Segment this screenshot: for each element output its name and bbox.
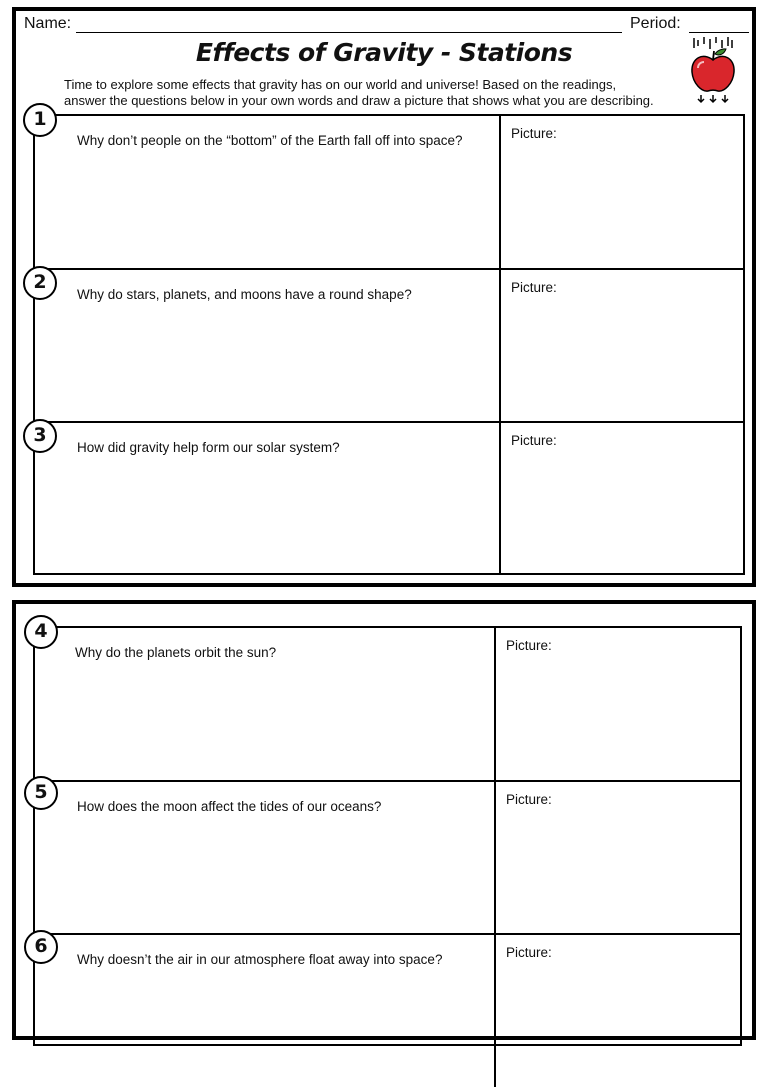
page-title: Effects of Gravity - Stations [195,38,573,67]
picture-label: Picture: [511,126,557,141]
question-number-badge: 2 [23,266,57,300]
questions-table-1 [33,114,745,575]
worksheet-page-bottom [12,600,756,1040]
picture-label: Picture: [506,945,552,960]
instructions-line-1: Time to explore some effects that gravity has on our world and universe! Based on the readings, [64,77,617,92]
question-row [35,116,743,270]
name-field[interactable] [76,32,622,33]
answer-area[interactable] [35,935,496,1087]
question-number-badge: 3 [23,419,57,453]
question-text: Why doesn’t the air in our atmosphere float away into space? [77,952,443,967]
instructions-line-2: answer the questions below in your own words and draw a picture that shows what you are describing. [64,93,654,108]
answer-area[interactable] [35,423,501,575]
period-label: Period: [630,15,681,32]
period-field[interactable] [689,32,749,33]
question-number-badge: 6 [24,930,58,964]
question-text: Why do stars, planets, and moons have a round shape? [77,287,412,302]
picture-label: Picture: [506,638,552,653]
questions-table-2 [33,626,742,1046]
question-number-badge: 1 [23,103,57,137]
question-number-badge: 5 [24,776,58,810]
question-row [35,421,743,575]
question-row [35,933,740,1087]
picture-label: Picture: [511,280,557,295]
worksheet-page-top [12,7,756,587]
answer-area[interactable] [35,628,496,782]
name-period-header [24,15,742,37]
picture-label: Picture: [506,792,552,807]
question-text: How did gravity help form our solar system? [77,440,340,455]
picture-label: Picture: [511,433,557,448]
answer-area[interactable] [35,116,501,270]
question-text: How does the moon affect the tides of our oceans? [77,799,382,814]
instructions [64,77,704,109]
question-text: Why don’t people on the “bottom” of the Earth fall off into space? [77,133,463,148]
answer-area[interactable] [35,270,501,423]
falling-apple-icon [686,34,740,104]
question-number-badge: 4 [24,615,58,649]
question-row [35,268,743,423]
name-label: Name: [24,15,72,32]
answer-area[interactable] [35,782,496,935]
question-row [35,628,740,782]
question-text: Why do the planets orbit the sun? [75,645,277,660]
question-row [35,780,740,935]
